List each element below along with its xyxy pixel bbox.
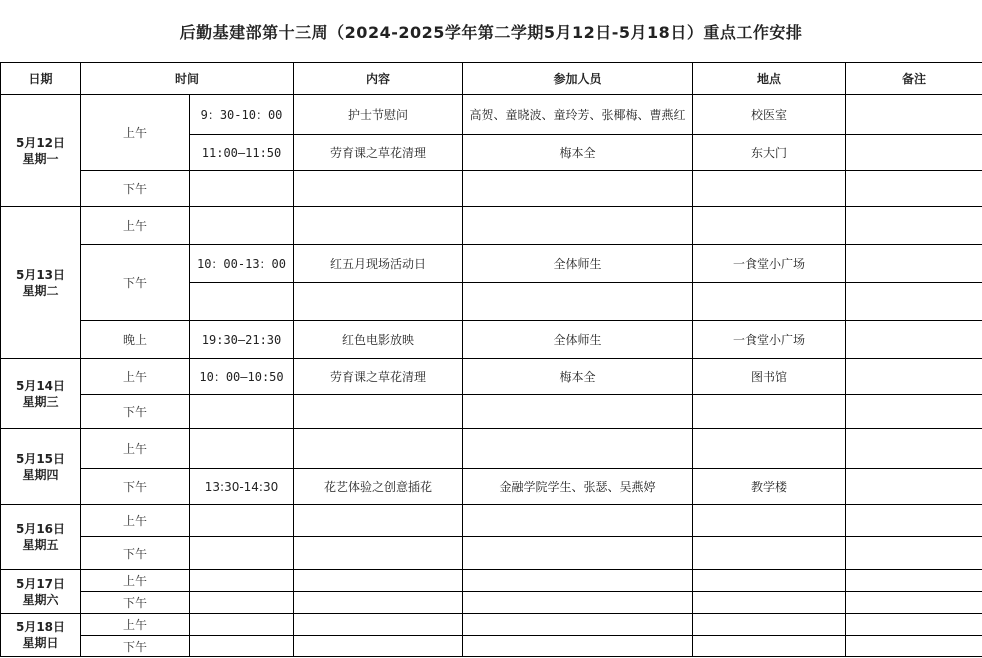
- time-cell: [190, 570, 294, 592]
- people-cell: [463, 283, 693, 321]
- people-cell: 梅本全: [463, 359, 693, 395]
- content-cell: [294, 395, 463, 429]
- table-row: [1, 429, 982, 469]
- period-cell: 下午: [81, 469, 190, 505]
- weekday-label: 星期一: [22, 151, 59, 166]
- note-cell: [846, 245, 982, 283]
- place-cell: [693, 395, 846, 429]
- content-cell: 劳育课之草花清理: [294, 359, 463, 395]
- people-cell: [463, 429, 693, 469]
- table-row: [1, 636, 982, 657]
- place-cell: [693, 570, 846, 592]
- place-cell: 图书馆: [693, 359, 846, 395]
- time-cell: [190, 283, 294, 321]
- people-cell: [463, 207, 693, 245]
- people-cell: 高贺、童晓波、童玲芳、张椰梅、曹燕红: [463, 95, 693, 135]
- note-cell: [846, 429, 982, 469]
- note-cell: [846, 570, 982, 592]
- people-cell: [463, 614, 693, 636]
- table-row: [1, 537, 982, 570]
- period-cell: 上午: [81, 570, 190, 592]
- title-bar: [0, 0, 982, 63]
- period-cell: 上午: [81, 505, 190, 537]
- header-content: 内容: [294, 63, 463, 95]
- time-cell: [190, 505, 294, 537]
- time-cell: [190, 395, 294, 429]
- content-cell: 花艺体验之创意插花: [294, 469, 463, 505]
- people-cell: [463, 636, 693, 657]
- table-row: [1, 171, 982, 207]
- weekday-label: 星期日: [22, 636, 59, 650]
- content-cell: [294, 505, 463, 537]
- table-row: [1, 207, 982, 245]
- people-cell: [463, 592, 693, 614]
- header-row: [1, 63, 982, 95]
- people-cell: 梅本全: [463, 135, 693, 171]
- date-label: 5月16日: [15, 522, 66, 536]
- period-cell: 下午: [81, 537, 190, 570]
- place-cell: [693, 429, 846, 469]
- date-label: 5月18日: [15, 620, 66, 634]
- place-cell: 东大门: [693, 135, 846, 171]
- people-cell: 金融学院学生、张瑟、吴燕婷: [463, 469, 693, 505]
- header-people: 参加人员: [463, 63, 693, 95]
- note-cell: [846, 636, 982, 657]
- note-cell: [846, 321, 982, 359]
- period-cell: 下午: [81, 245, 190, 321]
- period-cell: 晚上: [81, 321, 190, 359]
- place-cell: [693, 283, 846, 321]
- table-row: [1, 321, 982, 359]
- schedule-table: [0, 62, 982, 657]
- table-row: [1, 592, 982, 614]
- note-cell: [846, 135, 982, 171]
- table-row: [1, 395, 982, 429]
- note-cell: [846, 95, 982, 135]
- table-row: [1, 469, 982, 505]
- time-cell: 11:00—11:50: [190, 135, 294, 171]
- content-cell: [294, 636, 463, 657]
- date-cell: [1, 95, 81, 207]
- place-cell: [693, 592, 846, 614]
- place-cell: [693, 537, 846, 570]
- content-cell: [294, 570, 463, 592]
- header-date: 日期: [1, 63, 81, 95]
- content-cell: 红色电影放映: [294, 321, 463, 359]
- place-cell: [693, 636, 846, 657]
- time-cell: 13:30-14:30: [190, 469, 294, 505]
- note-cell: [846, 614, 982, 636]
- content-cell: 劳育课之草花清理: [294, 135, 463, 171]
- header-note: 备注: [846, 63, 982, 95]
- place-cell: [693, 614, 846, 636]
- place-cell: 一食堂小广场: [693, 321, 846, 359]
- period-cell: 上午: [81, 429, 190, 469]
- content-cell: [294, 592, 463, 614]
- header-time: 时间: [81, 63, 294, 95]
- period-cell: 下午: [81, 592, 190, 614]
- date-cell: [1, 207, 81, 359]
- table-row: [1, 359, 982, 395]
- people-cell: [463, 505, 693, 537]
- date-cell: [1, 429, 81, 505]
- content-cell: [294, 207, 463, 245]
- date-label: 5月12日: [15, 135, 66, 150]
- date-label: 5月15日: [15, 451, 66, 466]
- place-cell: 一食堂小广场: [693, 245, 846, 283]
- time-cell: [190, 171, 294, 207]
- note-cell: [846, 359, 982, 395]
- content-cell: 红五月现场活动日: [294, 245, 463, 283]
- period-cell: 下午: [81, 636, 190, 657]
- time-cell: 10：00-13：00: [190, 245, 294, 283]
- time-cell: [190, 429, 294, 469]
- note-cell: [846, 171, 982, 207]
- time-cell: 9：30-10：00: [190, 95, 294, 135]
- period-cell: 下午: [81, 395, 190, 429]
- weekday-label: 星期六: [22, 592, 59, 607]
- weekday-label: 星期三: [22, 394, 59, 409]
- date-cell: [1, 614, 81, 657]
- period-cell: 上午: [81, 207, 190, 245]
- people-cell: [463, 537, 693, 570]
- table-row: [1, 95, 982, 135]
- period-cell: 上午: [81, 359, 190, 395]
- people-cell: [463, 171, 693, 207]
- people-cell: 全体师生: [463, 321, 693, 359]
- note-cell: [846, 592, 982, 614]
- date-label: 5月17日: [15, 576, 66, 591]
- date-label: 5月13日: [15, 267, 66, 282]
- period-cell: 上午: [81, 614, 190, 636]
- weekday-label: 星期四: [22, 467, 59, 482]
- table-row: [1, 570, 982, 592]
- content-cell: 护士节慰问: [294, 95, 463, 135]
- time-cell: [190, 537, 294, 570]
- content-cell: [294, 537, 463, 570]
- place-cell: [693, 505, 846, 537]
- content-cell: [294, 283, 463, 321]
- place-cell: 教学楼: [693, 469, 846, 505]
- time-cell: [190, 614, 294, 636]
- content-cell: [294, 429, 463, 469]
- place-cell: [693, 171, 846, 207]
- people-cell: [463, 395, 693, 429]
- place-cell: 校医室: [693, 95, 846, 135]
- date-label: 5月14日: [15, 378, 66, 393]
- time-cell: [190, 636, 294, 657]
- header-place: 地点: [693, 63, 846, 95]
- period-cell: 上午: [81, 95, 190, 171]
- people-cell: 全体师生: [463, 245, 693, 283]
- time-cell: 19:30—21:30: [190, 321, 294, 359]
- table-row: [1, 245, 982, 283]
- table-row: [1, 505, 982, 537]
- time-cell: [190, 592, 294, 614]
- note-cell: [846, 537, 982, 570]
- note-cell: [846, 395, 982, 429]
- date-cell: [1, 505, 81, 570]
- note-cell: [846, 283, 982, 321]
- note-cell: [846, 469, 982, 505]
- period-cell: 下午: [81, 171, 190, 207]
- note-cell: [846, 207, 982, 245]
- content-cell: [294, 171, 463, 207]
- weekday-label: 星期五: [22, 538, 59, 552]
- weekday-label: 星期二: [22, 283, 59, 298]
- place-cell: [693, 207, 846, 245]
- time-cell: 10：00—10:50: [190, 359, 294, 395]
- table-row: [1, 614, 982, 636]
- date-cell: [1, 359, 81, 429]
- page-title: 后勤基建部第十三周（2024-2025学年第二学期5月12日-5月18日）重点工作安排: [179, 22, 803, 42]
- people-cell: [463, 570, 693, 592]
- date-cell: [1, 570, 81, 614]
- note-cell: [846, 505, 982, 537]
- time-cell: [190, 207, 294, 245]
- content-cell: [294, 614, 463, 636]
